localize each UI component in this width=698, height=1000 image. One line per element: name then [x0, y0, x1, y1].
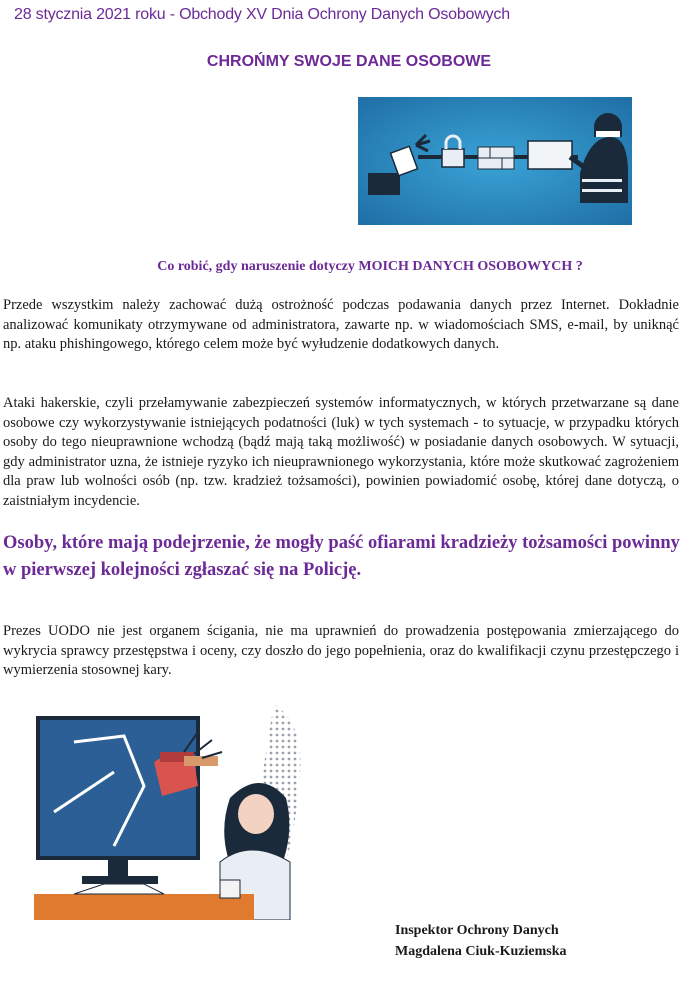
paragraph-caution: Przede wszystkim należy zachować dużą ostrożność podczas podawania danych przez Internet. Dokładnie analizować komunikaty otrzymywane od administratora, zawarte np. w wiadomościach SMS, e-mail, by uniknąć np. ataku phishingowego, którego celem może być wyłudzenie dodatkowych danych.: [3, 297, 679, 352]
page-subtitle: CHROŃMY SWOJE DANE OSOBOWE: [206, 53, 492, 70]
section-question: Co robić, gdy naruszenie dotyczy MOICH DANYCH OSOBOWYCH ?: [157, 259, 583, 274]
hacker-banner-illustration: [358, 97, 632, 225]
page-title: 28 stycznia 2021 roku - Obchody XV Dnia Ochrony Danych Osobowych: [14, 6, 510, 23]
phishing-illustration: [34, 702, 336, 920]
paragraph-uodo: Prezes UODO nie jest organem ścigania, nie ma uprawnień do prowadzenia postępowania zmierzającego do wykrycia sprawcy przestępstwa i oceny, czy doszło do jego popełnienia, oraz do kwalifikacji czynu przestępczego i wymierzenia stosownej kary.: [3, 623, 679, 678]
signature-name: Magdalena Ciuk-Kuziemska: [395, 944, 567, 959]
signature-block: [395, 920, 567, 962]
highlight-police-notice: Osoby, które mają podejrzenie, że mogły paść ofiarami kradzieży tożsamości powinny w pierwszej kolejności zgłaszać się na Policję.: [3, 533, 680, 580]
signature-role: Inspektor Ochrony Danych: [395, 923, 559, 938]
paragraph-hacker-attacks: Ataki hakerskie, czyli przełamywanie zabezpieczeń systemów informatycznych, w których przetwarzane są dane osobowe czy wykorzystywanie istniejących podatności (luk) w tych systemach - to sytuacje, w przypadku których osoby do tego nieuprawnione wchodzą (bądź mają taką możliwość) w posiadanie danych osobowych. W sytuacji, gdy administrator uzna, że istnieje ryzyko ich nieuprawnionego wykorzystania, które może skutkować zagrożeniem dla praw lub wolności osób (np. tzw. kradzież tożsamości), powinien powiadomić osobę, której dane dotyczą, o zaistniałym incydencie.: [3, 395, 679, 509]
